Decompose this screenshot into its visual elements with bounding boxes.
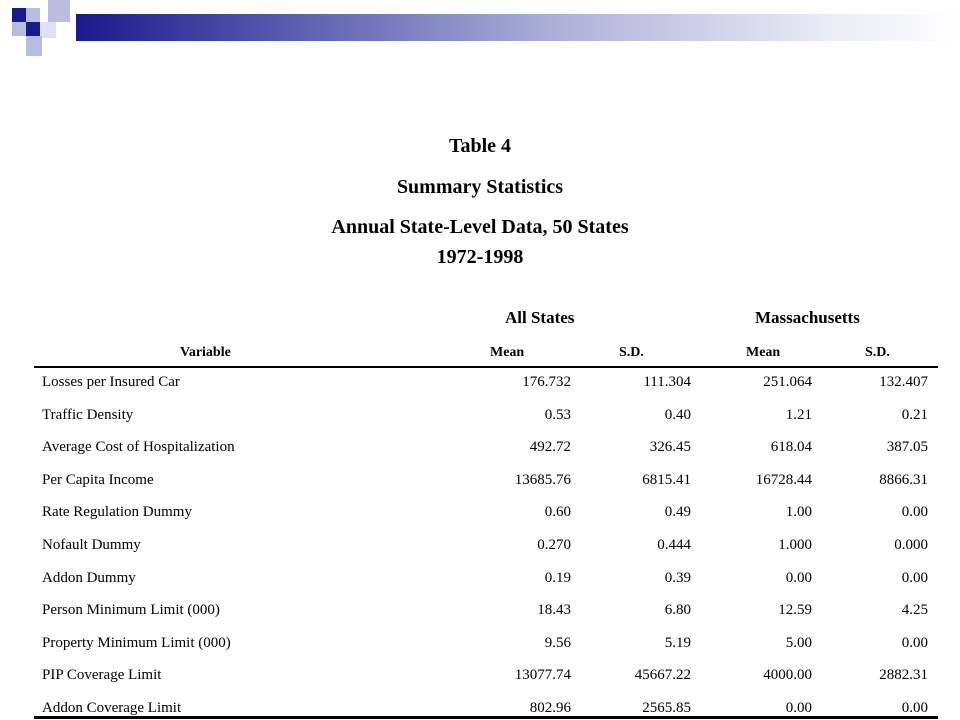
cell-variable: Addon Coverage Limit <box>42 700 182 716</box>
group-header-massachusetts: Massachusetts <box>755 308 860 327</box>
decorative-square <box>12 8 26 22</box>
gradient-title-bar <box>76 14 960 41</box>
cell-all-sd: 0.40 <box>664 407 691 423</box>
table-row <box>0 439 960 459</box>
cell-variable: Property Minimum Limit (000) <box>42 635 231 651</box>
cell-ma-sd: 0.00 <box>901 700 928 716</box>
cell-ma-mean: 12.59 <box>778 602 812 618</box>
cell-ma-sd: 0.00 <box>901 504 928 520</box>
cell-all-mean: 176.732 <box>522 374 571 390</box>
cell-ma-sd: 132.407 <box>879 374 928 390</box>
cell-ma-sd: 2882.31 <box>879 667 928 683</box>
column-header-all-sd: S.D. <box>619 345 644 360</box>
cell-all-sd: 0.49 <box>664 504 691 520</box>
cell-ma-mean: 0.00 <box>785 570 812 586</box>
cell-variable: Losses per Insured Car <box>42 374 180 390</box>
cell-ma-mean: 1.00 <box>785 504 812 520</box>
cell-all-mean: 0.60 <box>544 504 571 520</box>
decorative-square <box>12 22 26 36</box>
cell-all-sd: 111.304 <box>643 374 691 390</box>
cell-ma-mean: 251.064 <box>763 374 812 390</box>
cell-all-sd: 326.45 <box>649 439 691 455</box>
cell-ma-sd: 387.05 <box>886 439 928 455</box>
cell-all-sd: 2565.85 <box>642 700 691 716</box>
decorative-square <box>40 22 56 38</box>
cell-all-mean: 492.72 <box>529 439 571 455</box>
cell-ma-mean: 16728.44 <box>755 472 812 488</box>
column-header-ma-sd: S.D. <box>865 345 890 360</box>
table-period: 1972-1998 <box>436 246 524 268</box>
column-header-ma-mean: Mean <box>746 345 781 360</box>
table-row <box>0 602 960 622</box>
slide-header-decoration <box>0 0 960 60</box>
cell-all-mean: 0.270 <box>537 537 571 553</box>
cell-ma-mean: 0.00 <box>785 700 812 716</box>
table-row <box>0 570 960 590</box>
cell-ma-sd: 0.00 <box>901 635 928 651</box>
cell-all-sd: 6.80 <box>664 602 691 618</box>
decorative-square <box>48 0 70 22</box>
cell-ma-sd: 4.25 <box>901 602 928 618</box>
table-title: Table 4 <box>448 135 512 157</box>
cell-variable: Nofault Dummy <box>42 537 141 553</box>
table-row <box>0 374 960 394</box>
table-row <box>0 472 960 492</box>
cell-variable: Per Capita Income <box>42 472 154 488</box>
column-header-variable: Variable <box>180 345 231 360</box>
table-row <box>0 504 960 524</box>
cell-all-sd: 0.39 <box>664 570 691 586</box>
decorative-square <box>26 8 40 22</box>
cell-ma-mean: 4000.00 <box>763 667 812 683</box>
cell-variable: Rate Regulation Dummy <box>42 504 192 520</box>
table-row <box>0 667 960 687</box>
cell-all-mean: 13685.76 <box>514 472 571 488</box>
cell-all-mean: 9.56 <box>544 635 571 651</box>
column-header-all-mean: Mean <box>490 345 525 360</box>
cell-variable: PIP Coverage Limit <box>42 667 162 683</box>
cell-all-sd: 5.19 <box>664 635 691 651</box>
cell-ma-mean: 618.04 <box>770 439 812 455</box>
cell-all-sd: 45667.22 <box>634 667 691 683</box>
cell-variable: Traffic Density <box>42 407 134 423</box>
cell-ma-sd: 0.21 <box>901 407 928 423</box>
cell-all-sd: 0.444 <box>657 537 691 553</box>
table-row <box>0 407 960 427</box>
cell-ma-sd: 8866.31 <box>879 472 928 488</box>
cell-ma-mean: 1.21 <box>785 407 812 423</box>
cell-ma-sd: 0.000 <box>894 537 928 553</box>
cell-variable: Addon Dummy <box>42 570 136 586</box>
cell-ma-mean: 5.00 <box>785 635 812 651</box>
cell-ma-mean: 1.000 <box>778 537 812 553</box>
table-bottom-rule <box>34 716 938 719</box>
decorative-square <box>26 22 40 36</box>
cell-variable: Person Minimum Limit (000) <box>42 602 220 618</box>
cell-all-mean: 0.53 <box>544 407 571 423</box>
cell-all-mean: 13077.74 <box>514 667 571 683</box>
cell-all-mean: 802.96 <box>529 700 571 716</box>
group-header-all-states: All States <box>505 308 575 327</box>
cell-all-mean: 0.19 <box>544 570 571 586</box>
cell-all-mean: 18.43 <box>537 602 571 618</box>
table-subtitle: Summary Statistics <box>396 176 564 198</box>
table-row <box>0 635 960 655</box>
table-row <box>0 537 960 557</box>
decorative-square <box>26 36 42 56</box>
cell-ma-sd: 0.00 <box>901 570 928 586</box>
cell-all-sd: 6815.41 <box>642 472 691 488</box>
table-description: Annual State-Level Data, 50 States <box>331 216 629 238</box>
cell-variable: Average Cost of Hospitalization <box>42 439 235 455</box>
table-top-rule <box>34 366 938 368</box>
